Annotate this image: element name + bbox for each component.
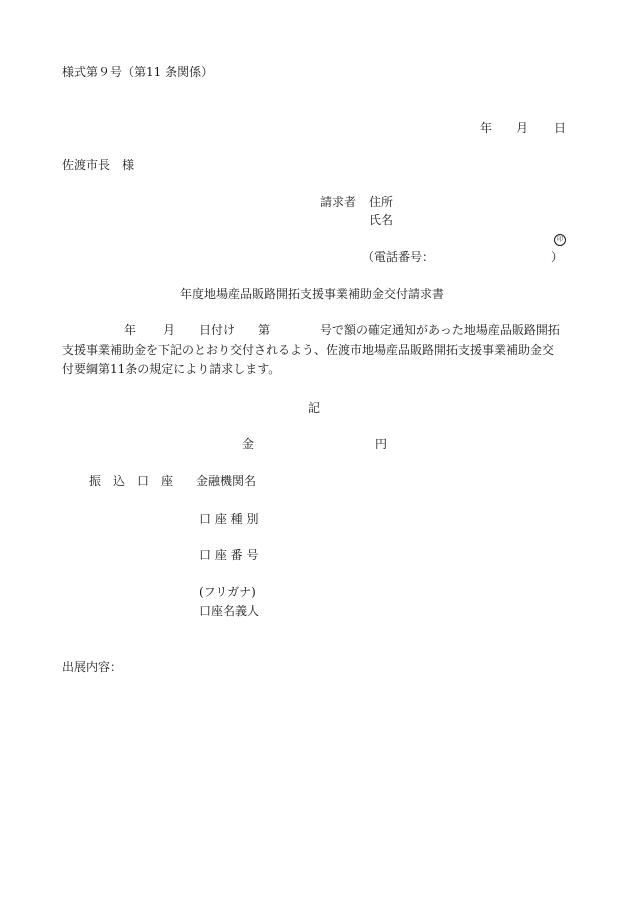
amount-label: 金 [242,437,255,451]
date-day: 日 [554,121,567,135]
requester-name-label: 氏名 [369,213,394,227]
phone-close: ） [551,250,564,264]
date-year: 年 [480,121,493,135]
body-dated: 日付け [199,323,236,337]
bank-institution-label: 金融機関名 [196,474,257,488]
bank-holder-label: 口座名義人 [199,604,260,618]
body-month: 月 [163,323,176,337]
bank-furigana-label: (フリガナ) [199,585,256,599]
document-title: 年度地場産品販路開拓支援事業補助金交付請求書 [180,287,445,301]
body-dai: 第 [258,323,271,337]
bank-account-type-label: 口 座 種 別 [199,512,259,526]
seal-mark: 印 [554,234,566,246]
body-line1-rest: 号で額の確定通知があった地場産品販路開拓 [320,323,560,337]
requester-address-label: 住所 [369,195,394,209]
amount-unit: 円 [375,437,388,451]
date-month: 月 [516,121,529,135]
phone-label: （電話番号： [362,250,435,264]
ki-heading: 記 [308,401,321,415]
bank-section-label: 振 込 口 座 [89,474,174,488]
form-number: 様式第９号（第11 条関係） [62,65,214,79]
body-year: 年 [124,323,137,337]
body-line2: 支援事業補助金を下記のとおり交付されるよう、佐渡市地場産品販路開拓支援事業補助金交 [62,343,555,357]
bank-account-number-label: 口 座 番 号 [199,548,259,562]
body-line3: 付要綱第11条の規定により請求します。 [62,362,281,376]
addressee: 佐渡市長 様 [62,158,135,172]
exhibit-label: 出展内容： [62,660,123,674]
requester-label: 請求者 [320,195,357,209]
